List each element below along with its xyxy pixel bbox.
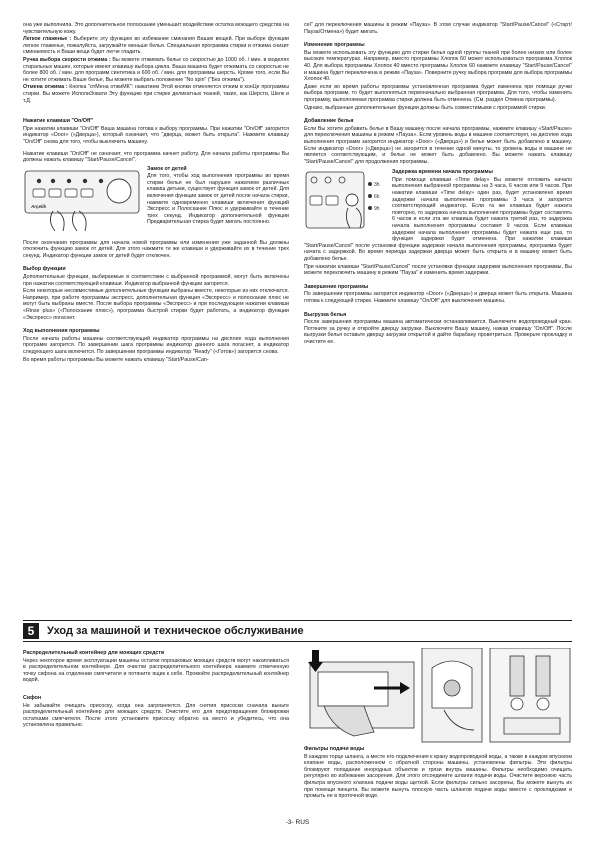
change-program-heading: Изменение программы (304, 42, 365, 49)
spin-text: Вы можете отжимать белье со скоростью до 1000 об. / мин. в моделях стиральных машин, которые имеют клавишу выбора цикла. Ваша машина будет отжимать со скоростью не более 800 об. / мин. для программ синтетика и 600 об. / мин. для программы шерсть. Кроме того, если Вы не хотите отжимать Ваше белье, Вы можете выбрать положение "No spin" ("Без отжима"). (23, 56, 289, 83)
add-laundry-paragraph: Если Вы хотите добавить белье в Вашу машину после начала программы, нажмите клавишу «Start/Pause» для переключения машины в режим «Пауза». Если уровень воды в машине соответствует, на дисплее хода выполнения программ загорится индикатор «Door» («Дверца») и белье может быть добавлено в машину. Если индикатор «Door» («Дверца») не загорится в течение одной минуты, то уровень воды в машине не является соответствующим, и белье не может быть добавлено. Вы можете нажать клавишу "Start/Pause/Cancel" для продолжения программы. (304, 125, 572, 165)
function-paragraph-2: Если некоторые несовместимые дополнительные функции выбраны вместе, некоторые из них отключатся. Например, при работе программы экспресс, дополнительная функция «Экспресс» и полоскание плюс не могут быть выбраны вместе. После выбора программы «Экспресс» и при последующем нажатии клавиши «Rinse plus» («Полоскание плюс»), программа быстрой стирки будет работать, а индикатор функции «Экспресс» погаснет. (23, 288, 289, 321)
left-column (23, 22, 289, 364)
siphon-paragraph: Не забывайте очищать присоску, когда она загрязняется. Для снятия присоски сначала выньте распределительный контейнер для моющих средств. Очистите его для предотвращения блокировки остатками смягчителя. После этого установите присоску обратно на место и убедитесь, что она установлена правильно. (23, 702, 289, 729)
section-header (23, 620, 572, 642)
onoff-paragraph-1: При нажатии клавиши "On/Off" Ваша машина готова к выбору программы. При нажатии "On/Off" загорится индикатор «Door» («Дверца»), который означает, что "дверца, может быть открыта". Нажмите клавишу "On/Off" снова для того, чтобы выключить машину. (23, 125, 289, 145)
spin-paragraph (23, 57, 289, 83)
maintenance-left-column (23, 650, 289, 730)
section-number: 5 (23, 623, 39, 639)
finish-heading: Завершение программы (304, 283, 369, 290)
easy-iron-label: Легкое глаженье : (23, 36, 72, 43)
control-panel-illustration (23, 167, 141, 233)
inlet-filter-illustration (490, 648, 570, 742)
cancel-spin-text: Кнопка "отМена отжиМК": нажатием Этой кнопки отменяется отжим в конЦе программы стирки. Вы можете ИсполиЗовати Эту функцию при стирке деликатных тканей, таких, как Шерсти, Шелк и т.Д. (23, 84, 289, 104)
change-program-paragraph-1: Вы можете использовать эту функцию для стирки белья одной группы тканей при более низких или более высоких температурах. Например, вместо программы Хлопок 60 может использоваться программа Хлопок 40. Для выбора программы Хлопок 40 вместо программы Хлопок 60 нажмите клавишу "Start/Pause/Cancel" и машина будет переключена в режим «Пауза». Поверните ручку выбора программ для выбора программы Хлопок 40. (304, 49, 572, 83)
child-lock-block (23, 166, 289, 235)
finish-paragraph: По завершении программы загорится индикатор «Door» («Дверца») и дверца может быть открыта. Машина готова к следующей стирке. Нажмите клавишу "On/Off" для выключения машины. (304, 291, 572, 304)
dispenser-heading: Распределительный контейнер для моющих средств (23, 650, 165, 656)
time-delay-panel-illustration (304, 170, 386, 234)
spin-label: Ручка выбора скорости отжима : (23, 56, 111, 63)
child-lock-paragraph: Для того, чтобы ход выполнения программы во время стирки белья не был нарушен нажатием различных клавиш детьми, существует функция замок от детей. Для включения функции замок от детей после начала стирки, нажмите одновременно клавиши включения функций Экспресс и Полоскание Плюс и удерживайте в течение трех секунд. Индикатор дополнительной функции Предварительная стирка будет мигать постоянно. (147, 173, 289, 226)
page-number: -3- RUS (285, 819, 310, 826)
filters-heading: Фильтры подачи воды (304, 746, 365, 752)
progress-paragraph-1: После начала работы машины соответствующий индикатор программы на дисплее хода выполнения программ загорится. По завершении шага программы индикатор данного шага погаснет, а индикатор следующего шага включится. По завершении программы индикатор "Ready" («Готов») загорится снова. (23, 335, 289, 355)
function-paragraph-1: Дополнительные функции, выбираемые в соответствии с выбранной программой, могут быть включены при нажатии соответствующей клавиши. Индикатор выбранной функции загорится. (23, 274, 289, 287)
easy-iron-text: Выберите эту функцию во избежание сминания Ваших вещей. При выборе функции легкое глаженье, пожалуйста, загружайте меньше белья. Специальная программа стирки и отжима снизит сминаемость и Ваши вещи будет легче гладить. (23, 36, 289, 56)
dispenser-paragraph: Через некоторое время эксплуатации машины остатки порошковых моющих средств могут накапливаться в распределительном контейнере. Для очистки распределительного контейнера нажмите отмеченную точку сифона на отделении смягчителя и потяните ящик к себе. Промойте распределительный контейнер водой. (23, 657, 289, 684)
progress-paragraph-2: Во время работы программы Вы можете нажать клавишу "Start/Pause/Can- (23, 356, 209, 363)
child-lock-heading: Замок от детей (147, 165, 187, 172)
right-column (304, 22, 572, 347)
onoff-heading: Нажатие клавиши "On/Off" (23, 118, 93, 125)
unload-heading: Выгрузка белья (304, 311, 347, 318)
intro-paragraph: она уже выполнила. Это дополнительное полоскание уменьшит воздействие остатка моющего средства на чувствительную кожу. (23, 22, 289, 35)
change-program-paragraph-3: Однако, выбранные дополнительные функции должны быть совместимыми с программой стирки. (304, 104, 547, 111)
time-delay-paragraph: При помощи клавиши «Time delay» Вы можете отложить начало выполнения выбранной программы на 3 часа, 6 часов или 9 часов. При нажатии клавиши «Time delay» один раз, будет установлено время задержки начала выполнения программы 3 часа и загорится соответствующий индикатор. Если та же клавиша будет нажата повторно, то задержка начала выполнения программы будет составлять 6 часов и если эта же клавиша будет нажата третий раз, то задержка начала выполнения программы составит 9 часов. Если клавиша задержки начала выполнения программы будет нажата еще раз, то функция задержки будет отменена. При нажатии клавиши "Start/Pause/Cancel" после установки функции задержки начала выполнения программы, программа будет начата с задержкой. Во время периода задержки дверца может быть открыта и в машину может быть добавлено белье. (304, 176, 572, 262)
dispenser-removal-illustration (308, 650, 414, 736)
maintenance-illustrations (304, 648, 574, 744)
time-delay-heading: Задержка времени начала программы (392, 169, 493, 176)
filters-paragraph: В каждом торце шланга, а месте его подключения к крану водопроводной воды, а также в каждом впускном клапане воды, расположенном с обратной стороны машины, установлены фильтры. Эти фильтры блокируют попадание инородных объектов и грязи внутрь машины. Фильтры необходимо очищать регулярно во избежание засорения. Для этого отсоедините шланги подачи воды. Очистите верхнюю часть фильтра впускного клапана подачи воды щеткой. Если фильтры сильно засорены, Вы можете вынуть их при помощи пинцета. Вы можете вынуть плоскую часть шлангов подачи воды вместе с прокладками и промыть ее в проточной воде. (304, 753, 572, 800)
brand-logo: Arçelik (31, 203, 47, 209)
pause-continued-paragraph: cel" для переключения машины в режим «Пауза». В этом случае индикатор "Start/Pause/Cancel" («Старт/Пауза/Отмена») будет мигать. (304, 22, 572, 35)
time-delay-block (304, 169, 572, 263)
delay-label-3h: 3h (374, 182, 380, 189)
delay-label-9h: 9h (374, 206, 380, 213)
progress-heading: Ход выполнения программы (23, 328, 100, 335)
child-lock-paragraph-2: После окончания программы для начала новой программы или изменения уже заданной Вы должны отключить функцию замок от детей. Для этого нажмите те же клавиши и удерживайте их в течение трех секунд. Индикатор функции замок от детей будет отключен. (23, 239, 289, 259)
cancel-spin-paragraph (23, 84, 289, 104)
change-program-paragraph-2: Даже если во время работы программы установленная программа будет изменена при помощи ручки выбора программ, то будет выполняться первоначально выбранная программа. Для того, чтобы изменить программу, выполняемая программа стирки должна быть отменена. (См. раздел Отмена программы). (304, 83, 572, 103)
unload-paragraph: После завершения программы машина автоматически останавливается. Выключите водопроводный кран. Потяните за ручку и откройте дверцу загрузки. Выключите Вашу машину, нажав клавишу "On/Off". После выгрузки белья оставьте дверцу загрузки открытой и дайте барабану проветриться. Проверьте прокладку и очистите ее. (304, 319, 572, 345)
maintenance-right-column (304, 746, 572, 801)
section-title: Уход за машиной и техническое обслуживание (47, 625, 304, 637)
function-heading: Выбор функции (23, 266, 66, 273)
siphon-heading: Сифон (23, 694, 42, 701)
siphon-illustration (422, 648, 482, 742)
time-delay-paragraph-2: При нажатии клавиши "Start/Pause/Cancel" после установки функции задержки выполнения программы, Вы можете переключить машину в режим "Пауза" и изменить время задержки. (304, 263, 572, 277)
cancel-spin-label: Отмена отжима : (23, 84, 68, 91)
add-laundry-heading: Добавление белья (304, 118, 354, 125)
easy-iron-paragraph (23, 36, 289, 56)
onoff-paragraph-2: Нажатие клавиши "On/Off" не означает, что программа начнет работу. Для начала работы программы Вы должны нажать клавишу "Start/Pause/Cancel". (23, 150, 289, 164)
delay-label-6h: 6h (374, 194, 380, 201)
